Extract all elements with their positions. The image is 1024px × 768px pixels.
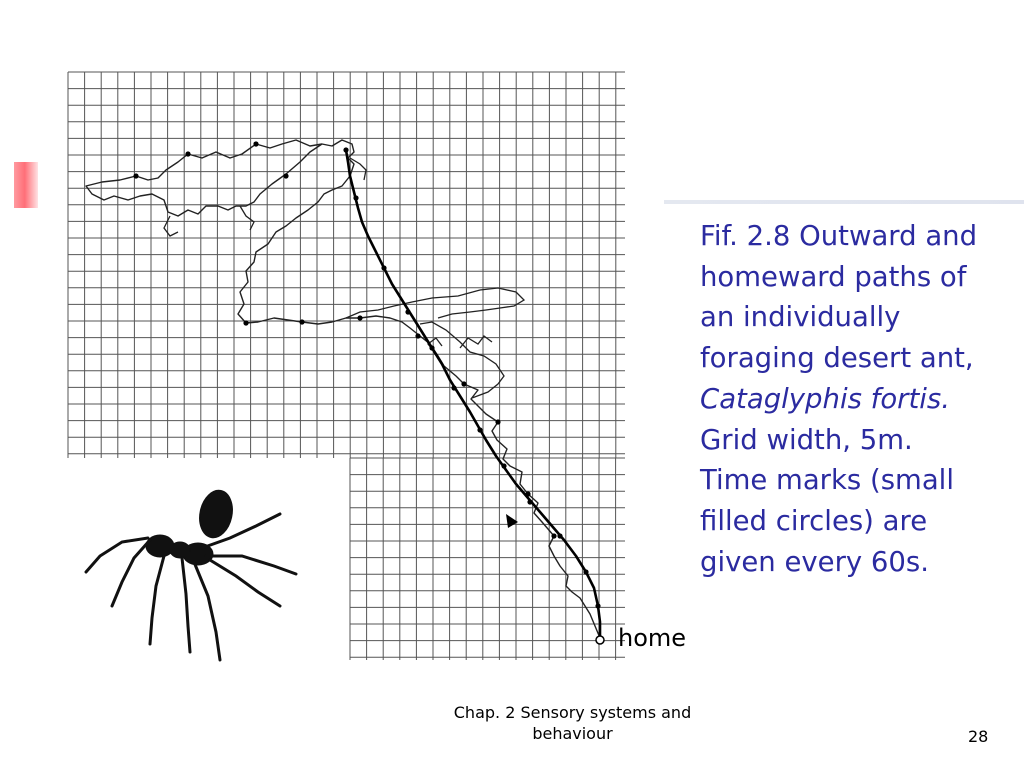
- caption-line: given every 60s.: [700, 545, 929, 578]
- ant-illustration: [60, 458, 348, 672]
- time-mark: [583, 569, 588, 574]
- time-mark: [299, 319, 304, 324]
- footer-chapter-line: Chap. 2 Sensory systems and: [453, 703, 692, 722]
- time-mark: [527, 499, 532, 504]
- page-number: 28: [968, 727, 989, 746]
- caption-line: Fif. 2.8 Outward and: [700, 220, 978, 252]
- time-mark: [451, 385, 456, 390]
- time-mark: [243, 320, 248, 325]
- time-mark: [343, 147, 348, 152]
- home-nest-marker: [596, 636, 604, 644]
- footer-chapter-line: behaviour: [532, 724, 613, 743]
- time-mark: [477, 427, 482, 432]
- time-mark: [381, 265, 386, 270]
- time-mark: [551, 533, 556, 538]
- time-mark: [253, 141, 258, 146]
- caption-line: Grid width, 5m.: [700, 423, 913, 456]
- time-mark: [415, 333, 420, 338]
- ant-path-figure: [60, 66, 640, 672]
- time-mark: [133, 173, 138, 178]
- title-rule: [664, 200, 1024, 204]
- footer-chapter: [400, 702, 745, 744]
- time-mark: [283, 173, 288, 178]
- time-mark: [461, 381, 466, 386]
- time-mark: [185, 151, 190, 156]
- accent-bar: [14, 162, 38, 208]
- time-mark: [501, 463, 506, 468]
- home-label: home: [618, 624, 687, 652]
- time-mark: [557, 533, 562, 538]
- outward-path-loops: [164, 158, 524, 398]
- time-mark: [595, 603, 600, 608]
- caption-species-name: Cataglyphis fortis.: [700, 382, 950, 415]
- time-mark: [353, 195, 358, 200]
- caption-line: filled circles) are: [700, 504, 928, 537]
- caption-line: foraging desert ant,: [700, 342, 974, 375]
- time-mark: [357, 315, 362, 320]
- time-mark: [429, 345, 434, 350]
- caption-line: an individually: [700, 301, 901, 334]
- caption-line: Time marks (small: [700, 464, 954, 497]
- time-mark: [525, 491, 530, 496]
- homeward-path: [346, 150, 600, 638]
- figure-caption: [700, 216, 1020, 582]
- time-mark: [405, 309, 410, 314]
- caption-line: homeward paths of: [700, 260, 967, 293]
- time-mark: [495, 419, 500, 424]
